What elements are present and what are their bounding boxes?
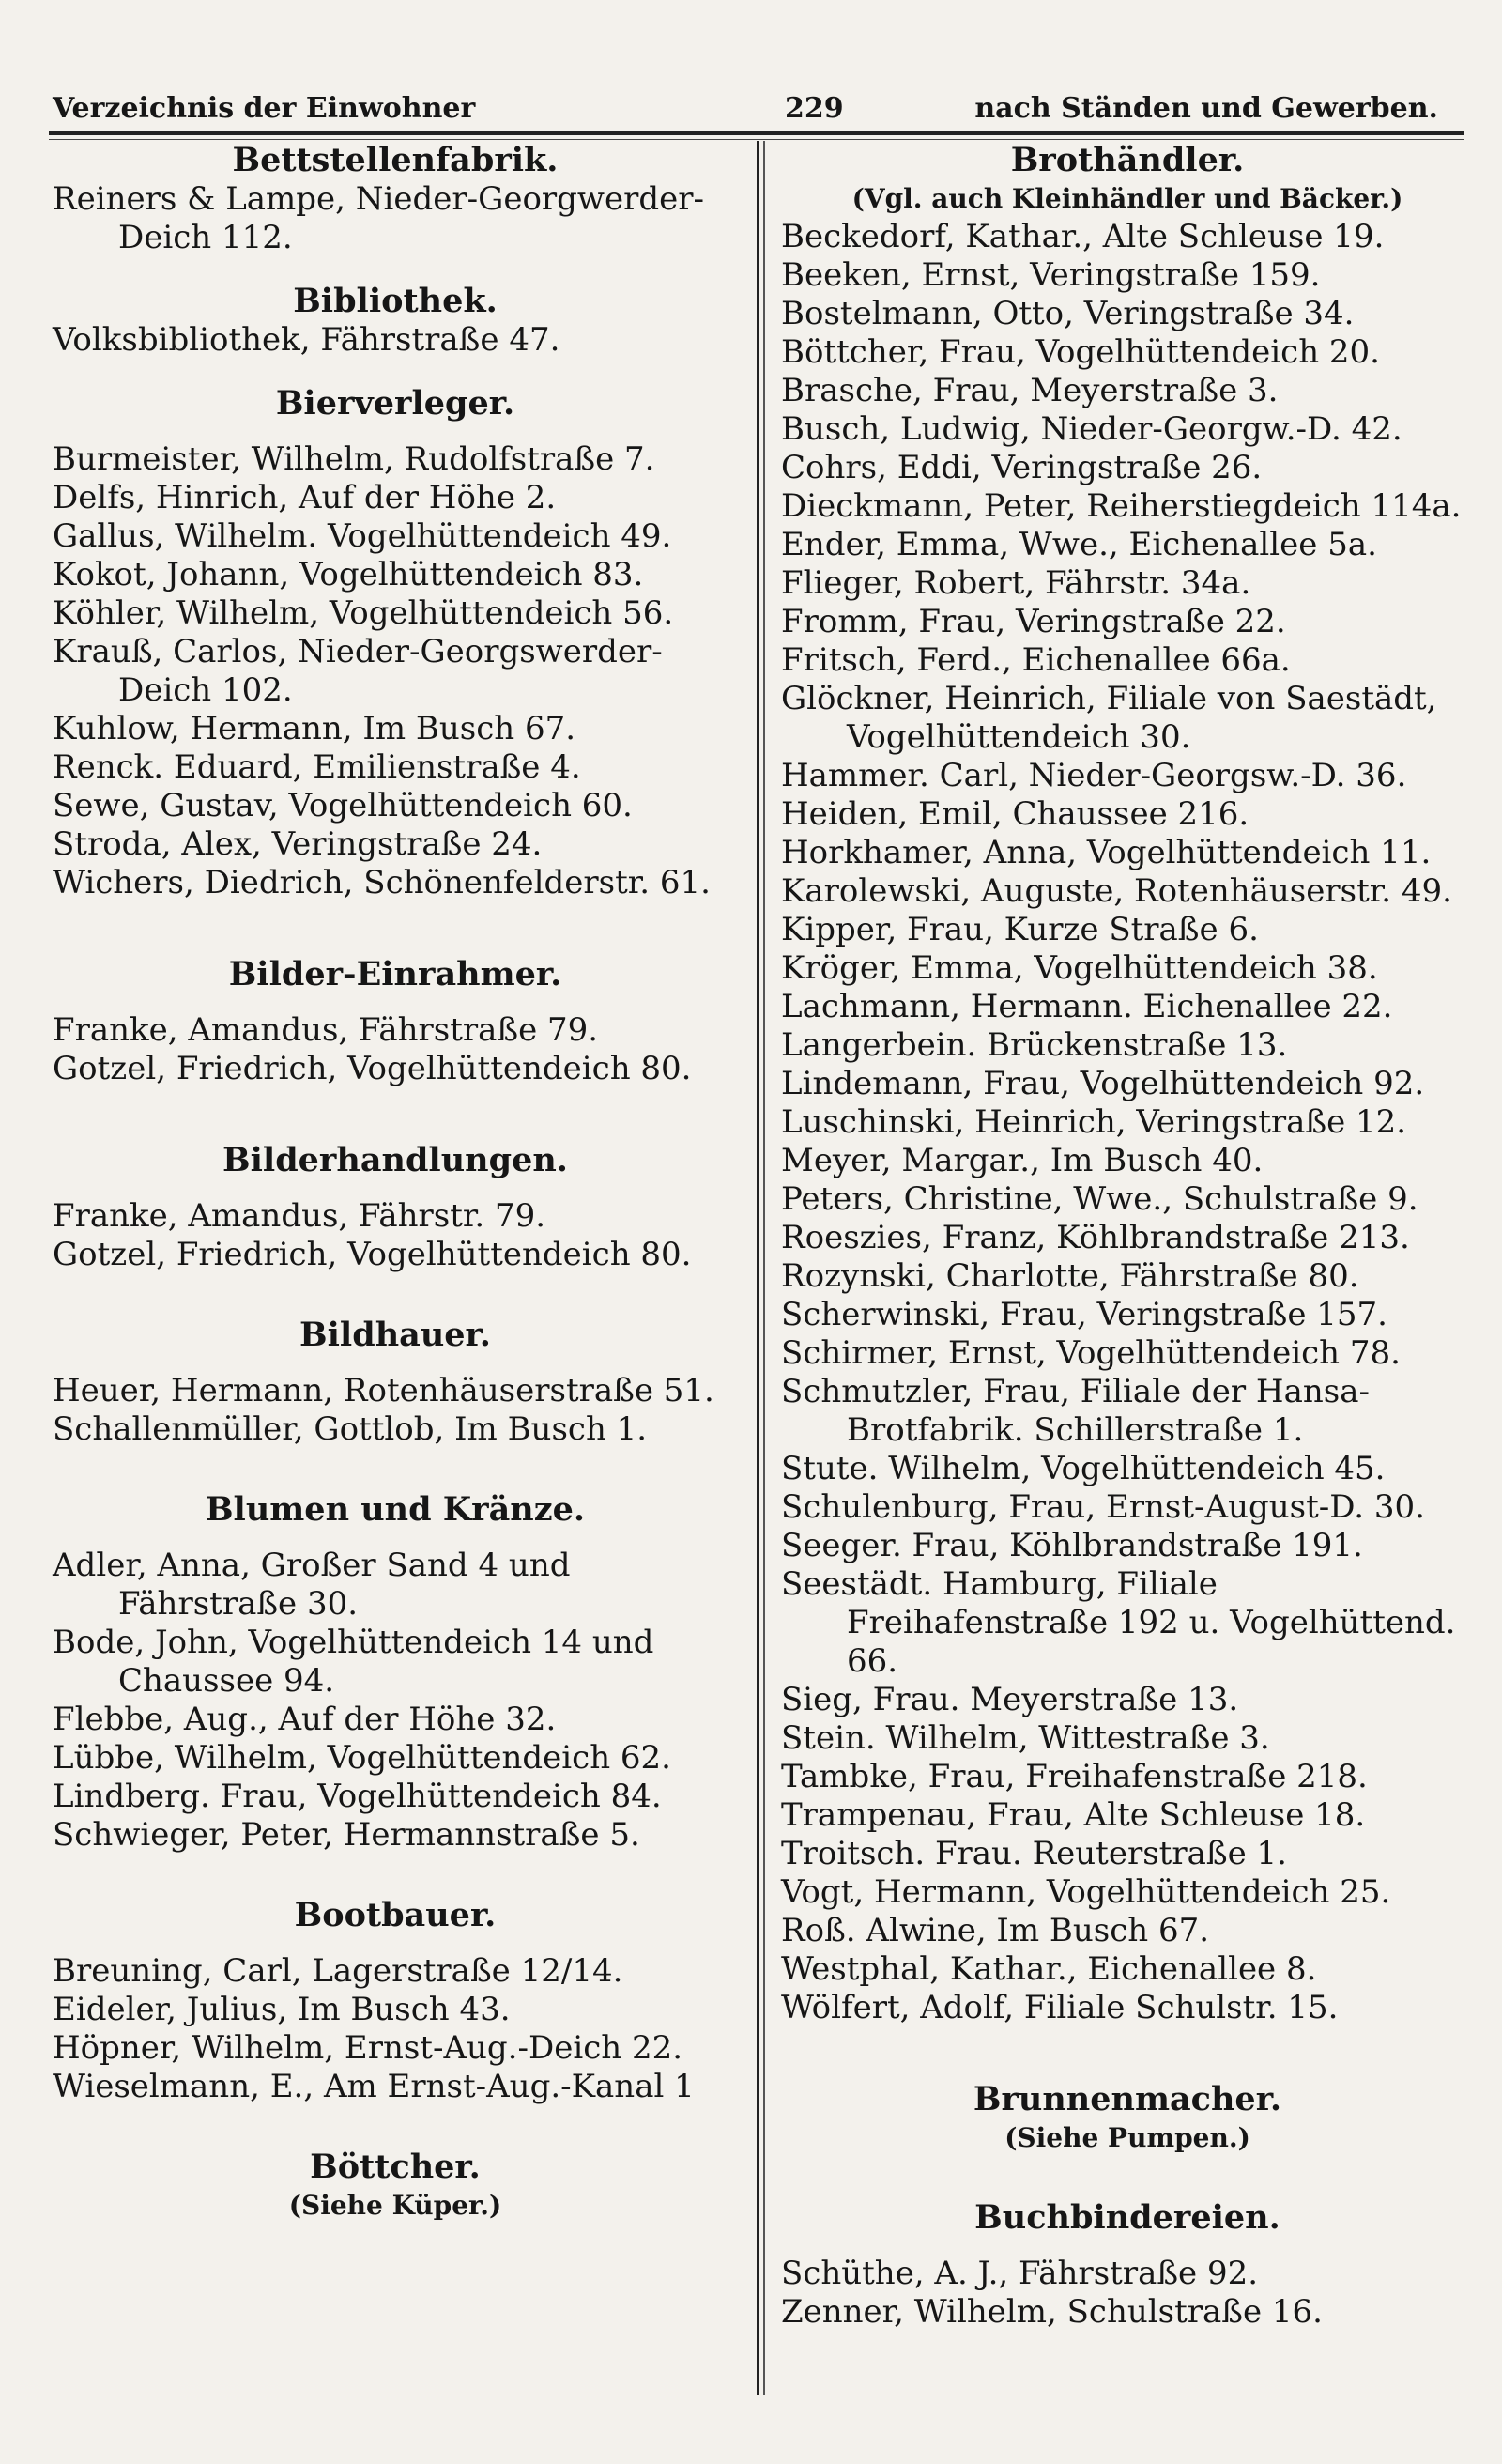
directory-entry: Trampenau, Frau, Alte Schleuse 18.	[781, 1796, 1366, 1834]
section-title: Bibliothek.	[293, 282, 498, 320]
directory-entry: Stroda, Alex, Veringstraße 24.	[53, 825, 543, 863]
section-title: Bilder-Einrahmer.	[228, 955, 562, 993]
section-title: Bildhauer.	[299, 1316, 491, 1354]
directory-entry: Beeken, Ernst, Veringstraße 159.	[781, 256, 1321, 294]
directory-entry: Breuning, Carl, Lagerstraße 12/14.	[53, 1952, 623, 1990]
directory-entry: Schallenmüller, Gottlob, Im Busch 1.	[53, 1410, 648, 1448]
directory-entry: Volksbibliothek, Fährstraße 47.	[53, 321, 560, 359]
section-note: (Siehe Pumpen.)	[1004, 2122, 1250, 2153]
directory-entry: Renck. Eduard, Emilienstraße 4.	[53, 748, 581, 786]
directory-entry: Köhler, Wilhelm, Vogelhüttendeich 56.	[53, 594, 674, 632]
directory-entry: Sieg, Frau. Meyerstraße 13.	[781, 1681, 1239, 1718]
column-divider-thin	[763, 141, 765, 2395]
directory-entry: Peters, Christine, Wwe., Schulstraße 9.	[781, 1180, 1418, 1218]
directory-entry: Franke, Amandus, Fährstr. 79.	[53, 1197, 546, 1235]
directory-entry: Gallus, Wilhelm. Vogelhüttendeich 49.	[53, 517, 672, 555]
directory-entry: Stute. Wilhelm, Vogelhüttendeich 45.	[781, 1450, 1386, 1487]
directory-entry: Eideler, Julius, Im Busch 43.	[53, 1991, 511, 2028]
directory-entry: Reiners & Lampe, Nieder-Georgwerder-Deich 112.	[53, 180, 705, 256]
directory-entry: Wichers, Diedrich, Schönenfelderstr. 61.	[53, 864, 711, 901]
directory-entry: Schüthe, A. J., Fährstraße 92.	[781, 2255, 1259, 2292]
section-title: Böttcher.	[310, 2148, 481, 2186]
directory-entry: Langerbein. Brückenstraße 13.	[781, 1026, 1288, 1064]
directory-entry: Heuer, Hermann, Rotenhäuserstraße 51.	[53, 1372, 714, 1409]
directory-entry: Schulenburg, Frau, Ernst-August-D. 30.	[781, 1488, 1425, 1526]
left-column	[53, 141, 738, 2225]
header-rule-thin	[49, 139, 1464, 140]
directory-entry: Horkhamer, Anna, Vogelhüttendeich 11.	[781, 834, 1432, 871]
directory-entry: Rozynski, Charlotte, Fährstraße 80.	[781, 1257, 1359, 1295]
directory-entry: Franke, Amandus, Fährstraße 79.	[53, 1011, 599, 1049]
directory-entry: Scherwinski, Frau, Veringstraße 157.	[781, 1296, 1387, 1333]
directory-entry: Böttcher, Frau, Vogelhüttendeich 20.	[781, 333, 1380, 371]
directory-entry: Roß. Alwine, Im Busch 67.	[781, 1912, 1210, 1949]
directory-entry: Flieger, Robert, Fährstr. 34a.	[781, 564, 1251, 602]
directory-entry: Kuhlow, Hermann, Im Busch 67.	[53, 710, 576, 747]
directory-entry: Stein. Wilhelm, Wittestraße 3.	[781, 1719, 1270, 1757]
header-rule	[49, 131, 1464, 135]
directory-entry: Kokot, Johann, Vogelhüttendeich 83.	[53, 556, 644, 593]
section-note: (Vgl. auch Kleinhändler und Bäcker.)	[851, 183, 1403, 214]
directory-entry: Brasche, Frau, Meyerstraße 3.	[781, 372, 1279, 409]
directory-entry: Beckedorf, Kathar., Alte Schleuse 19.	[781, 218, 1385, 255]
directory-entry: Gotzel, Friedrich, Vogelhüttendeich 80.	[53, 1236, 692, 1273]
directory-entry: Lindemann, Frau, Vogelhüttendeich 92.	[781, 1065, 1425, 1102]
directory-entry: Glöckner, Heinrich, Filiale von Saestädt, Vogelhüttendeich 30.	[781, 680, 1437, 756]
directory-entry: Kröger, Emma, Vogelhüttendeich 38.	[781, 949, 1378, 987]
directory-entry: Heiden, Emil, Chaussee 216.	[781, 795, 1249, 833]
section-title: Bierverleger.	[275, 384, 515, 423]
section-title: Brothändler.	[1010, 141, 1245, 179]
section-title: Bettstellenfabrik.	[232, 141, 559, 179]
directory-entry: Vogt, Hermann, Vogelhüttendeich 25.	[781, 1873, 1391, 1911]
directory-entry: Dieckmann, Peter, Reiherstiegdeich 114a.	[781, 487, 1462, 525]
directory-entry: Karolewski, Auguste, Rotenhäuserstr. 49.	[781, 872, 1452, 910]
directory-entry: Zenner, Wilhelm, Schulstraße 16.	[781, 2293, 1323, 2331]
directory-entry: Meyer, Margar., Im Busch 40.	[781, 1142, 1264, 1179]
directory-entry: Seestädt. Hamburg, Filiale Freihafenstraße 192 u. Vogelhüttend. 66.	[781, 1565, 1456, 1680]
directory-entry: Lindberg. Frau, Vogelhüttendeich 84.	[53, 1778, 662, 1815]
section-note: (Siehe Küper.)	[288, 2190, 502, 2221]
directory-entry: Lachmann, Hermann. Eichenallee 22.	[781, 988, 1393, 1025]
directory-entry: Gotzel, Friedrich, Vogelhüttendeich 80.	[53, 1050, 692, 1087]
directory-entry: Ender, Emma, Wwe., Eichenallee 5a.	[781, 526, 1377, 563]
section-title: Bootbauer.	[294, 1896, 497, 1934]
header-left: Verzeichnis der Einwohner	[53, 92, 476, 125]
directory-entry: Westphal, Kathar., Eichenallee 8.	[781, 1950, 1317, 1988]
column-divider	[757, 141, 759, 2395]
right-column	[781, 141, 1474, 2332]
directory-entry: Bode, John, Vogelhüttendeich 14 und Chaussee 94.	[53, 1624, 654, 1700]
directory-entry: Tambke, Frau, Freihafenstraße 218.	[781, 1758, 1368, 1795]
section-title: Buchbindereien.	[974, 2198, 1280, 2237]
directory-entry: Cohrs, Eddi, Veringstraße 26.	[781, 449, 1263, 486]
directory-entry: Schirmer, Ernst, Vogelhüttendeich 78.	[781, 1334, 1401, 1372]
directory-entry: Flebbe, Aug., Auf der Höhe 32.	[53, 1701, 557, 1738]
directory-entry: Busch, Ludwig, Nieder-Georgw.-D. 42.	[781, 410, 1402, 448]
directory-entry: Adler, Anna, Großer Sand 4 und Fährstraße 30.	[53, 1547, 571, 1623]
directory-entry: Bostelmann, Otto, Veringstraße 34.	[781, 295, 1355, 332]
directory-entry: Seeger. Frau, Köhlbrandstraße 191.	[781, 1527, 1363, 1564]
directory-entry: Hammer. Carl, Nieder-Georgsw.-D. 36.	[781, 757, 1407, 794]
directory-entry: Kipper, Frau, Kurze Straße 6.	[781, 911, 1259, 948]
page-header	[53, 81, 1464, 133]
header-right: nach Ständen und Gewerben.	[974, 92, 1438, 125]
section-title: Bilderhandlungen.	[222, 1141, 568, 1179]
directory-entry: Luschinski, Heinrich, Veringstraße 12.	[781, 1103, 1407, 1141]
directory-entry: Wölfert, Adolf, Filiale Schulstr. 15.	[781, 1989, 1339, 2026]
directory-entry: Delfs, Hinrich, Auf der Höhe 2.	[53, 479, 557, 516]
directory-entry: Burmeister, Wilhelm, Rudolfstraße 7.	[53, 440, 655, 478]
directory-entry: Fromm, Frau, Veringstraße 22.	[781, 603, 1286, 640]
directory-entry: Höpner, Wilhelm, Ernst-Aug.-Deich 22.	[53, 2029, 683, 2067]
directory-entry: Troitsch. Frau. Reuterstraße 1.	[781, 1835, 1287, 1872]
directory-entry: Roeszies, Franz, Köhlbrandstraße 213.	[781, 1219, 1410, 1256]
section-title: Brunnenmacher.	[973, 2080, 1282, 2118]
directory-entry: Schwieger, Peter, Hermannstraße 5.	[53, 1816, 640, 1854]
directory-entry: Lübbe, Wilhelm, Vogelhüttendeich 62.	[53, 1739, 671, 1777]
directory-entry: Schmutzler, Frau, Filiale der Hansa-Brotfabrik. Schillerstraße 1.	[781, 1373, 1370, 1449]
page-number: 229	[785, 92, 844, 125]
section-title: Blumen und Kränze.	[205, 1490, 586, 1529]
directory-entry: Krauß, Carlos, Nieder-Georgswerder-Deich 102.	[53, 633, 663, 709]
directory-entry: Wieselmann, E., Am Ernst-Aug.-Kanal 1	[53, 2068, 695, 2105]
directory-entry: Fritsch, Ferd., Eichenallee 66a.	[781, 641, 1291, 679]
directory-entry: Sewe, Gustav, Vogelhüttendeich 60.	[53, 787, 633, 824]
